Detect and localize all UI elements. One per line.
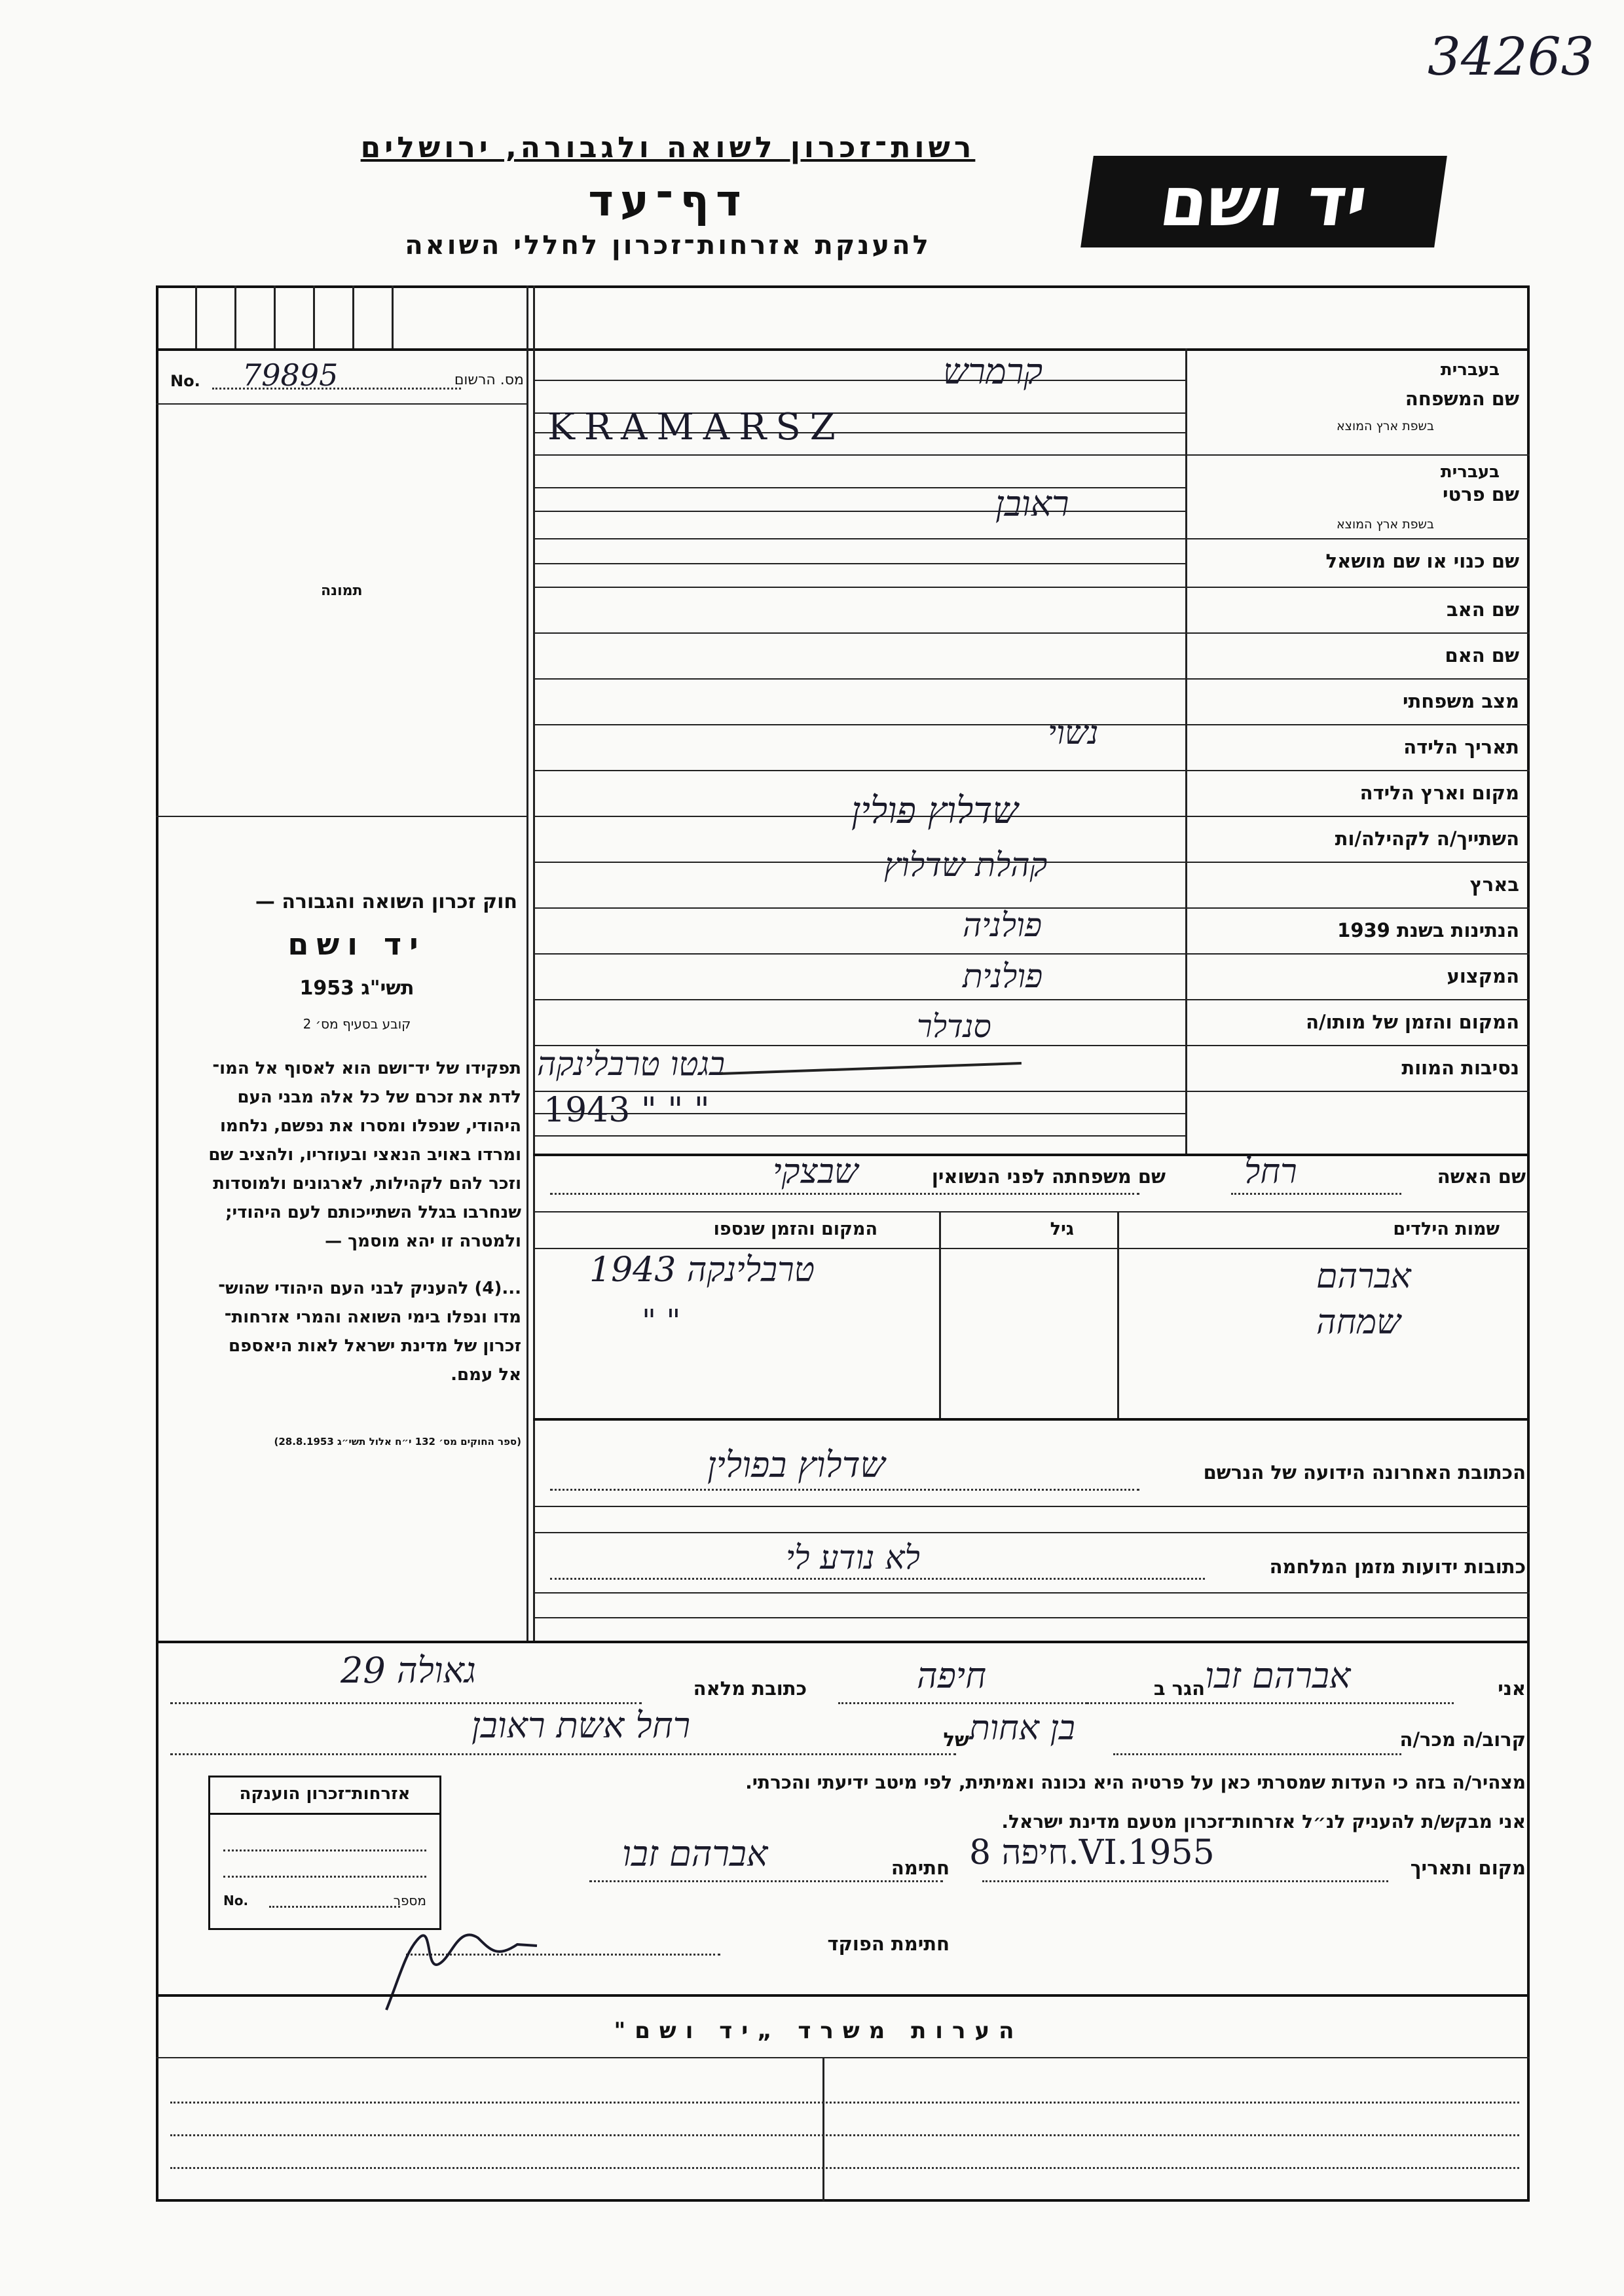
death-cause-value[interactable]: 1943 " " " xyxy=(544,1091,710,1130)
marital-label: מצב משפחתי xyxy=(1402,690,1519,712)
full-address-value[interactable]: גאולה 29 xyxy=(341,1650,476,1691)
death-place-value[interactable]: בגטו טרבלינקה xyxy=(537,1045,726,1083)
first-name-hebrew-label: בעברית xyxy=(1440,462,1500,482)
place-date-label: מקום ותאריך xyxy=(1410,1857,1526,1879)
relative-label: קרוב/ה מכר/ה xyxy=(1399,1728,1526,1751)
community-label: השתייך/ה לקהילה/ות xyxy=(1335,828,1519,850)
family-name-hebrew-value[interactable]: קרמרש xyxy=(943,351,1043,392)
country-value[interactable]: פולניה xyxy=(963,906,1043,944)
authority-heading: רשות־זכרון לשואה ולגבורה, ירושלים xyxy=(360,131,976,164)
birth-date-label: תאריך הלידה xyxy=(1403,736,1519,758)
registration-label-he: מס. הרשום xyxy=(454,372,524,388)
declaration-line-2: אני מבקש/ת להעניק לנ״ל אזרחות־זכרון מטעם מדינת ישראל. xyxy=(1001,1811,1526,1832)
first-name-origin-label: בשפת ארץ המוצא xyxy=(1336,517,1434,532)
profession-value[interactable]: סנדלר xyxy=(917,1008,991,1045)
children-col-names: שמות הילדים xyxy=(1393,1219,1500,1239)
relative-value[interactable]: בן אחות xyxy=(969,1709,1075,1748)
marital-value[interactable]: נשוי xyxy=(1048,714,1099,752)
remarks-title: הערות משרד „יד ושם" xyxy=(614,2018,1024,2044)
declaration-line-1: מצהיר/ה בזה כי העדות שמסרתי כאן על פרטיה היא נכונה ואמיתית, לפי מיטב ידיעתי והכרתי. xyxy=(745,1772,1526,1793)
children-col-age: גיל xyxy=(1050,1219,1074,1239)
yad-vashem-logo: יד ושם xyxy=(1080,156,1447,247)
nickname-label: שם כנוי או שם מושאל xyxy=(1325,550,1519,572)
family-name-label: שם המשפחה xyxy=(1405,388,1519,410)
last-address-label: הכתובת האחרונה הידועה של הנרשם xyxy=(1203,1461,1526,1484)
wife-value[interactable]: רחל xyxy=(1244,1152,1297,1192)
origin-lang-label: בשפת ארץ המוצא xyxy=(1336,419,1434,433)
registration-row xyxy=(170,357,524,394)
law-clause: קובע בסעיף מס׳ 2 xyxy=(303,1016,411,1032)
archive-number: 34263 xyxy=(1428,26,1595,87)
child-name-2[interactable]: שמחה xyxy=(1316,1303,1401,1342)
full-address-label: כתובת מלאה xyxy=(693,1677,807,1700)
place-date-value[interactable]: חיפה 8.VI.1955 xyxy=(969,1833,1215,1872)
war-address-value[interactable]: לא נודע לי xyxy=(786,1539,920,1576)
law-source: (ספר החוקים מס׳ 132 י״ח אלול תשי״ג 28.8.1953) xyxy=(274,1436,521,1448)
wife-label: שם האשה xyxy=(1437,1165,1526,1188)
signature-label: חתימה xyxy=(891,1857,950,1879)
resides-label: הגר ב xyxy=(1153,1677,1205,1700)
birth-place-value[interactable]: שדלוץ פולין xyxy=(851,790,1018,832)
of-label: של xyxy=(943,1728,969,1751)
community-value[interactable]: קהלת שדלוץ xyxy=(884,846,1048,884)
law-year: תשי"ג 1953 xyxy=(299,977,415,1000)
death-cause-label: נסיבות המוות xyxy=(1401,1057,1519,1079)
citizenship-number-label: מספר xyxy=(393,1893,426,1908)
child-place-1[interactable]: טרבלינקה 1943 xyxy=(589,1250,815,1290)
wife-maiden-value[interactable]: שבצקי xyxy=(773,1152,858,1192)
child-place-2[interactable]: " " xyxy=(642,1303,681,1339)
citizenship-value[interactable]: פולנית xyxy=(963,957,1043,995)
law-text-1: תפקידו של יד־ושם הוא לאסוף אל המו־ לדת את זכרם של כל אלה מבני העם היהודי, שנפלו ומסרו את נפשם, נלחמו ומרדו באויב הנאצי ובעוזריו, ולהציב שם וזכר להם לקהילות, לארגונים ולמוסדות שנחרבו בגלל השתייכותם לעם היהודי; ולמטרה זו יהא מוסמך — xyxy=(208,1059,521,1251)
death-place-label: המקום והזמן של מותו/ה xyxy=(1306,1011,1519,1033)
citizenship-label: הנתינות בשנת 1939 xyxy=(1337,919,1519,941)
mother-label: שם האם xyxy=(1445,644,1519,666)
photo-label: תמונה xyxy=(321,583,363,599)
citizenship-granted-box xyxy=(208,1776,441,1930)
birth-place-label: מקום וארץ הלידה xyxy=(1359,782,1519,804)
father-label: שם האב xyxy=(1446,598,1519,621)
last-address-value[interactable]: שדלוץ בפולין xyxy=(707,1444,885,1485)
resides-value[interactable]: חיפה xyxy=(917,1655,987,1696)
of-value[interactable]: רחל אשת ראובן xyxy=(471,1705,691,1746)
wife-maiden-label: שם משפחתה לפני הנשואין xyxy=(931,1165,1166,1188)
profession-label: המקצוע xyxy=(1447,965,1519,987)
registration-label-en: No. xyxy=(170,372,200,390)
declarant-name[interactable]: אברהם זבו xyxy=(1205,1655,1351,1696)
hebrew-label: בעברית xyxy=(1440,360,1500,380)
family-name-origin-value[interactable]: KRAMARSZ xyxy=(547,406,845,448)
form-subtitle: להענקת אזרחות־זכרון לחללי השואה xyxy=(405,230,931,261)
law-text-2: ...(4) להעניק לבני העם היהודי שהוש־ מדו ונפלו בימי השואה והמרי אזרחות־ זכרון של מדינת ישראל לאות היאספם אל עמם. xyxy=(218,1279,521,1385)
children-col-place: המקום והזמן שנספו xyxy=(713,1219,877,1239)
law-title: חוק זכרון השואה והגבורה — xyxy=(255,890,517,913)
citizenship-number-en: No. xyxy=(223,1893,249,1908)
first-name-label: שם פרטי xyxy=(1442,483,1519,505)
country-label: בארץ xyxy=(1469,873,1519,896)
officer-signature-label: חתימת הפוקד xyxy=(827,1933,950,1955)
first-name-hebrew-value[interactable]: ראובן xyxy=(995,483,1069,524)
law-name: יד ושם xyxy=(287,926,426,962)
declarant-i-label: אני xyxy=(1498,1677,1526,1700)
form-title: דף־עד xyxy=(588,175,748,226)
declarant-signature[interactable]: אברהם זבו xyxy=(622,1833,768,1874)
registration-number[interactable]: 79895 xyxy=(242,357,339,393)
war-address-label: כתובות ידועות מזמן המלחמה xyxy=(1269,1556,1526,1578)
citizenship-box-title: אזרחות־זכרון הוענקה xyxy=(239,1784,411,1804)
child-name-1[interactable]: אברהם xyxy=(1316,1257,1411,1296)
